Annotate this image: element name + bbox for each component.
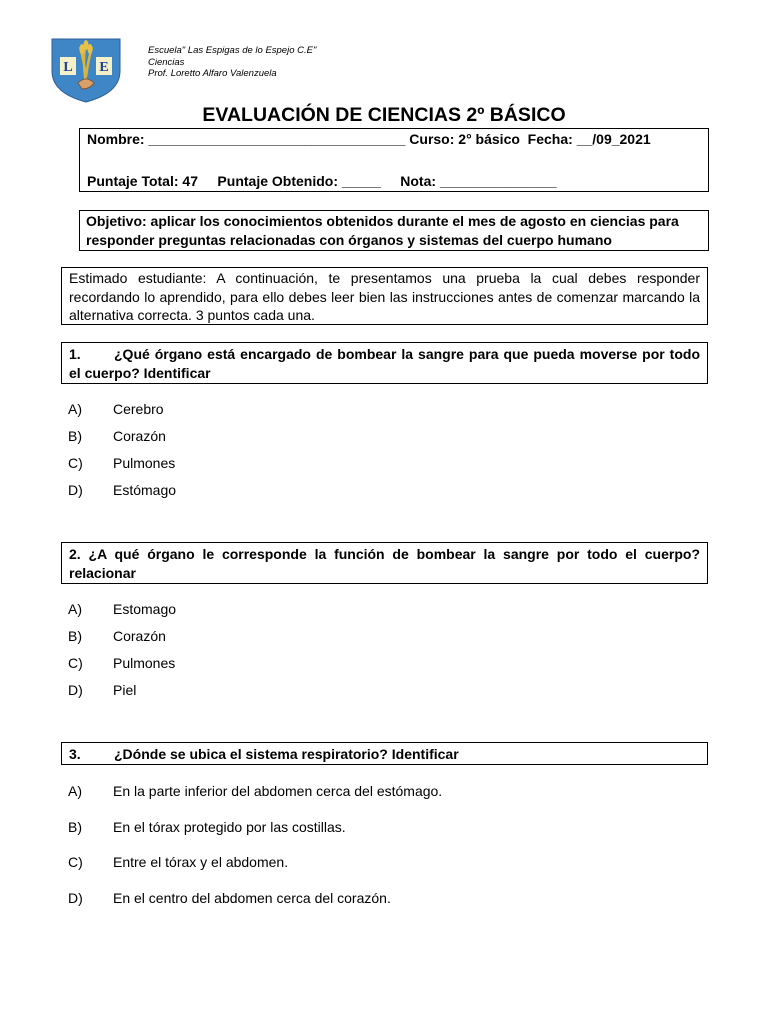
- option-letter: B): [68, 628, 82, 644]
- school-info: [148, 45, 316, 80]
- option-letter: B): [68, 819, 82, 835]
- question-1-number: 1.: [69, 346, 81, 362]
- option-letter: C): [68, 455, 83, 471]
- question-3-option-b[interactable]: [68, 819, 346, 835]
- teacher-name: Prof. Loretto Alfaro Valenzuela: [148, 68, 277, 79]
- option-text: Estomago: [113, 601, 177, 617]
- page-title: EVALUACIÓN DE CIENCIAS 2º BÁSICO: [202, 104, 566, 126]
- question-2-option-a[interactable]: [68, 601, 176, 617]
- option-text: Entre el tórax y el abdomen.: [113, 854, 289, 870]
- option-text: En el centro del abdomen cerca del corazón.: [113, 890, 391, 906]
- option-letter: B): [68, 428, 82, 444]
- question-2-text: ¿A qué órgano le corresponde la función de bombear la sangre por todo el cuerpo? relacionar: [69, 546, 700, 581]
- question-3-text: ¿Dónde se ubica el sistema respiratorio? Identificar: [114, 746, 459, 762]
- question-3: [61, 742, 708, 765]
- question-2-option-c[interactable]: [68, 655, 175, 671]
- option-text: Corazón: [113, 628, 166, 644]
- question-3-option-c[interactable]: [68, 854, 288, 870]
- option-letter: D): [68, 890, 83, 906]
- option-text: Pulmones: [113, 455, 176, 471]
- question-2-number: 2.: [69, 546, 81, 562]
- school-name: Escuela" Las Espigas de lo Espejo C.E": [148, 45, 317, 56]
- option-text: En el tórax protegido por las costillas.: [113, 819, 346, 835]
- student-info-row-1[interactable]: Nombre: _________________________________ Curso: 2° básico Fecha: __/09_2021: [87, 131, 651, 147]
- student-info-box: [79, 128, 709, 192]
- option-text: Cerebro: [113, 401, 164, 417]
- question-1-option-a[interactable]: [68, 401, 164, 417]
- option-letter: A): [68, 601, 82, 617]
- option-letter: C): [68, 854, 83, 870]
- option-letter: D): [68, 482, 83, 498]
- question-1-option-d[interactable]: [68, 482, 176, 498]
- question-1-text: ¿Qué órgano está encargado de bombear la sangre para que pueda moverse por todo el cuerpo? Identificar: [69, 346, 700, 381]
- option-text: Piel: [113, 682, 137, 698]
- subject-name: Ciencias: [148, 56, 185, 68]
- school-logo: [50, 37, 122, 103]
- question-2: [61, 542, 708, 584]
- option-text: Estómago: [113, 482, 177, 498]
- instructions-box: Estimado estudiante: A continuación, te presentamos una prueba la cual debes responder recordando lo aprendido, para ello debes leer bien las instrucciones antes de comenzar marcando la alternativa correcta. 3 puntos cada una.: [61, 267, 708, 325]
- logo-letter-l: L: [63, 60, 73, 75]
- student-info-row-2[interactable]: Puntaje Total: 47 Puntaje Obtenido: _____ Nota: _______________: [87, 173, 557, 189]
- option-letter: A): [68, 783, 82, 799]
- objective-box: Objetivo: aplicar los conocimientos obtenidos durante el mes de agosto en ciencias para responder preguntas relacionadas con órganos y sistemas del cuerpo humano: [79, 210, 709, 251]
- option-text: Corazón: [113, 428, 166, 444]
- question-3-option-d[interactable]: [68, 890, 391, 906]
- question-1-option-b[interactable]: [68, 428, 166, 444]
- option-letter: A): [68, 401, 82, 417]
- option-text: En la parte inferior del abdomen cerca del estómago.: [113, 783, 443, 799]
- question-3-option-a[interactable]: [68, 783, 442, 799]
- question-3-number: 3.: [69, 746, 81, 762]
- question-2-option-b[interactable]: [68, 628, 166, 644]
- question-1: [61, 342, 708, 384]
- logo-letter-e: E: [99, 60, 109, 75]
- question-2-option-d[interactable]: [68, 682, 136, 698]
- option-letter: C): [68, 655, 83, 671]
- option-text: Pulmones: [113, 655, 176, 671]
- question-1-option-c[interactable]: [68, 455, 175, 471]
- option-letter: D): [68, 682, 83, 698]
